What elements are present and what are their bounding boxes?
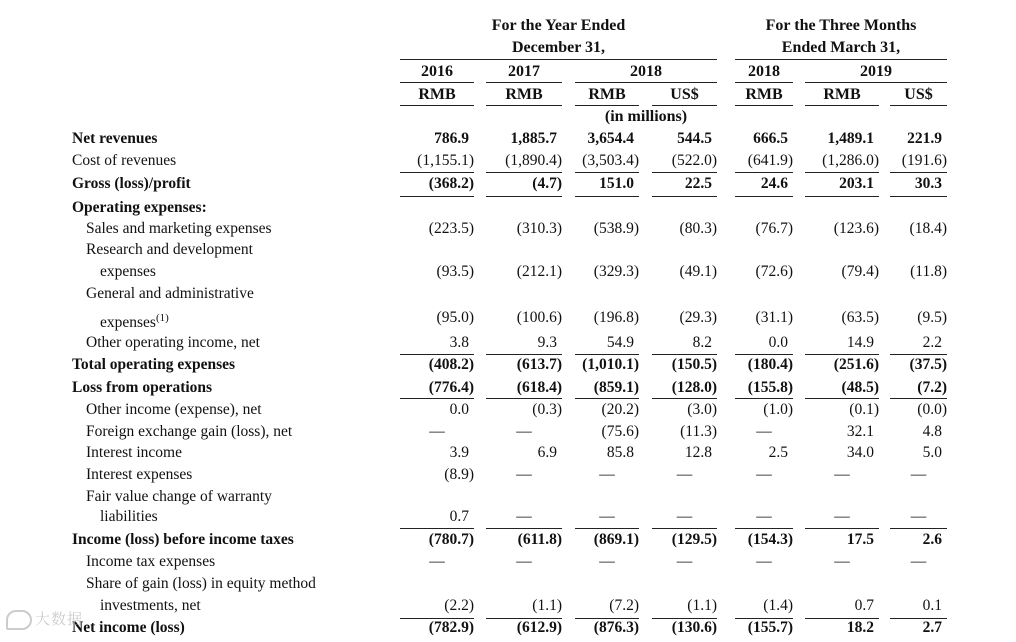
table-cell: 12.8: [684, 444, 712, 461]
table-cell: (368.2): [428, 175, 474, 192]
row-label-text: investments, net: [100, 597, 201, 614]
row-label: [86, 552, 215, 572]
row-label: [72, 198, 207, 218]
total-rule: [400, 196, 474, 197]
table-cell: 666.5: [753, 130, 788, 147]
currency-header: RMB: [505, 86, 543, 103]
row-label: [86, 284, 254, 304]
table-cell: 0.7: [854, 597, 874, 614]
row-label-text: Cost of revenues: [72, 152, 177, 169]
row-label: [72, 174, 191, 194]
table-cell: (0.0): [917, 401, 947, 418]
currency-header: RMB: [588, 86, 626, 103]
table-cell: (180.4): [747, 356, 793, 373]
subtotal-rule: [805, 618, 879, 619]
currency-header: RMB: [745, 86, 783, 103]
table-cell: (100.6): [516, 309, 562, 326]
table-cell: (29.3): [679, 309, 717, 326]
subtotal-rule: [805, 172, 879, 173]
table-cell: 0.7: [449, 508, 469, 525]
table-cell: (31.1): [755, 309, 793, 326]
subtotal-rule: [805, 528, 879, 529]
table-cell: 14.9: [846, 334, 874, 351]
table-cell: (7.2): [917, 379, 947, 396]
table-cell: (1,010.1): [582, 356, 639, 373]
table-cell: (329.3): [593, 263, 639, 280]
table-cell: (48.5): [841, 379, 879, 396]
row-label-text: Loss from operations: [72, 379, 213, 396]
currency-header: RMB: [418, 86, 456, 103]
table-cell: (776.4): [428, 379, 474, 396]
table-cell: (7.2): [609, 597, 639, 614]
subtotal-rule: [735, 354, 793, 355]
total-rule: [805, 398, 879, 399]
table-cell: 5.0: [922, 444, 942, 461]
footnote-marker: (1): [155, 312, 169, 324]
table-cell: (196.8): [593, 309, 639, 326]
total-rule: [890, 196, 947, 197]
table-cell: —: [910, 553, 927, 570]
table-cell: —: [834, 553, 850, 570]
row-label-text: Gross (loss)/profit: [72, 175, 191, 192]
row-label-text: Operating expenses:: [72, 199, 207, 216]
table-cell: 0.1: [922, 597, 942, 614]
row-label-text: Net revenues: [72, 130, 158, 147]
table-cell: (128.0): [671, 379, 717, 396]
year-header-2016: 2016: [421, 63, 453, 80]
row-label-text: Total operating expenses: [72, 356, 236, 373]
total-rule: [652, 196, 717, 197]
row-label: [100, 596, 201, 616]
table-cell: (18.4): [909, 220, 947, 237]
row-label: [86, 487, 272, 507]
table-cell: 221.9: [907, 130, 942, 147]
row-label: [72, 129, 157, 149]
row-label-text: liabilities: [100, 508, 158, 525]
subtotal-rule: [400, 172, 474, 173]
table-cell: (150.5): [671, 356, 717, 373]
currency-header: US$: [670, 86, 699, 103]
subtotal-rule: [575, 618, 639, 619]
row-label-text: Sales and marketing expenses: [86, 220, 272, 237]
table-cell: —: [599, 553, 615, 570]
table-cell: (11.3): [680, 423, 717, 440]
subtotal-rule: [735, 618, 793, 619]
currency-header: US$: [904, 86, 933, 103]
table-cell: (310.3): [516, 220, 562, 237]
table-cell: 3.8: [449, 334, 469, 351]
table-cell: 1,885.7: [510, 130, 557, 147]
subtotal-rule: [400, 528, 474, 529]
table-cell: (80.3): [679, 220, 717, 237]
table-cell: (223.5): [428, 220, 474, 237]
total-rule: [735, 398, 793, 399]
table-cell: (869.1): [593, 531, 639, 548]
table-cell: (1.1): [532, 597, 562, 614]
table-cell: —: [599, 466, 615, 483]
total-rule: [575, 398, 639, 399]
row-label: [72, 151, 176, 171]
table-cell: (4.7): [532, 175, 562, 192]
subtotal-rule: [805, 354, 879, 355]
subtotal-rule: [735, 528, 793, 529]
table-cell: —: [756, 553, 772, 570]
row-label-text: expenses: [100, 314, 156, 332]
table-cell: (76.7): [755, 220, 793, 237]
row-label: [86, 333, 260, 353]
total-rule: [486, 196, 562, 197]
subtotal-rule: [652, 354, 717, 355]
total-rule: [575, 196, 639, 197]
table-cell: —: [516, 466, 532, 483]
table-cell: (123.6): [833, 220, 879, 237]
subtotal-rule: [486, 172, 562, 173]
table-cell: —: [676, 466, 693, 483]
table-cell: (155.8): [747, 379, 793, 396]
subtotal-rule: [400, 618, 474, 619]
table-cell: (8.9): [444, 466, 474, 483]
subtotal-rule: [575, 528, 639, 529]
table-cell: (3,503.4): [582, 152, 639, 169]
subtotal-rule: [890, 528, 947, 529]
subtotal-rule: [486, 354, 562, 355]
row-label-text: Net income (loss): [72, 619, 185, 636]
table-cell: —: [516, 508, 532, 525]
table-cell: (11.8): [910, 263, 947, 280]
subtotal-rule: [575, 172, 639, 173]
table-cell: (155.7): [747, 619, 793, 636]
table-cell: 17.5: [846, 531, 874, 548]
table-cell: 0.0: [449, 401, 469, 418]
table-cell: (522.0): [671, 152, 717, 169]
table-cell: (876.3): [593, 619, 639, 636]
table-cell: 8.2: [692, 334, 712, 351]
table-cell: (2.2): [444, 597, 474, 614]
table-cell: 0.0: [768, 334, 788, 351]
row-label-text: Foreign exchange gain (loss), net: [86, 423, 293, 440]
row-label: [86, 219, 272, 239]
total-rule: [805, 196, 879, 197]
table-cell: (1.0): [763, 401, 793, 418]
table-cell: 85.8: [606, 444, 634, 461]
table-cell: —: [834, 466, 850, 483]
table-cell: (782.9): [428, 619, 474, 636]
table-cell: 18.2: [846, 619, 874, 636]
row-label-text: Income (loss) before income taxes: [72, 531, 294, 548]
row-label-text: Research and development: [86, 241, 253, 258]
table-cell: (212.1): [516, 263, 562, 280]
table-cell: —: [676, 553, 693, 570]
total-rule: [400, 398, 474, 399]
table-cell: (95.0): [436, 309, 474, 326]
total-rule: [735, 196, 793, 197]
table-cell: (191.6): [901, 152, 947, 169]
table-cell: 22.5: [684, 175, 712, 192]
row-label: [86, 465, 192, 485]
table-cell: (9.5): [917, 309, 947, 326]
table-cell: 34.0: [846, 444, 874, 461]
row-label: [86, 574, 316, 594]
table-cell: (1,286.0): [822, 152, 879, 169]
table-cell: —: [910, 466, 927, 483]
table-cell: —: [910, 508, 927, 525]
table-cell: (618.4): [516, 379, 562, 396]
table-cell: (75.6): [601, 423, 639, 440]
subtotal-rule: [890, 172, 947, 173]
table-cell: —: [676, 508, 693, 525]
row-label-text: Interest expenses: [86, 466, 193, 483]
table-cell: 30.3: [914, 175, 942, 192]
quarter-group-title-line1: For the Three Months: [765, 17, 917, 34]
row-label-text: expenses: [100, 263, 156, 280]
table-cell: (130.6): [671, 619, 717, 636]
year-group-title-line2: December 31,: [512, 39, 605, 56]
table-cell: (611.8): [517, 531, 562, 548]
row-label: [86, 443, 182, 463]
table-cell: 2.5: [768, 444, 788, 461]
row-label: [72, 378, 212, 398]
row-label-text: Fair value change of warranty: [86, 488, 272, 505]
table-cell: (780.7): [428, 531, 474, 548]
subtotal-rule: [486, 528, 562, 529]
row-label-text: Income tax expenses: [86, 553, 216, 570]
table-cell: 54.9: [606, 334, 634, 351]
year-header-2018-q1: 2018: [748, 63, 780, 80]
chat-bubble-icon: [6, 610, 32, 630]
table-cell: 6.9: [537, 444, 557, 461]
currency-header: RMB: [823, 86, 861, 103]
table-cell: (859.1): [593, 379, 639, 396]
row-label-text: Other operating income, net: [86, 334, 260, 351]
watermark-text: 大数据: [35, 610, 84, 628]
table-cell: (63.5): [841, 309, 879, 326]
table-cell: —: [516, 553, 532, 570]
table-cell: (20.2): [601, 401, 639, 418]
table-cell: —: [429, 553, 445, 570]
subtotal-rule: [652, 528, 717, 529]
units-note: (in millions): [604, 108, 688, 125]
row-label: [100, 262, 156, 282]
table-cell: (93.5): [436, 263, 474, 280]
table-cell: 9.3: [537, 334, 557, 351]
watermark: [6, 608, 83, 630]
row-label-text: Share of gain (loss) in equity method: [86, 575, 316, 592]
table-cell: (129.5): [671, 531, 717, 548]
row-label: [86, 240, 253, 260]
table-cell: (37.5): [909, 356, 947, 373]
table-cell: (0.3): [532, 401, 562, 418]
year-header-2019-q1: 2019: [860, 63, 892, 80]
table-cell: (613.7): [516, 356, 562, 373]
table-cell: (154.3): [747, 531, 793, 548]
table-cell: (251.6): [833, 356, 879, 373]
row-label: [72, 355, 235, 375]
table-cell: 2.6: [922, 531, 942, 548]
table-cell: —: [599, 508, 615, 525]
total-rule: [652, 398, 717, 399]
table-cell: (0.1): [849, 401, 879, 418]
subtotal-rule: [890, 618, 947, 619]
row-label-text: General and administrative: [86, 285, 254, 302]
table-cell: 32.1: [846, 423, 874, 440]
table-cell: 4.8: [922, 423, 942, 440]
subtotal-rule: [652, 618, 717, 619]
table-cell: 3,654.4: [587, 130, 634, 147]
total-rule: [486, 398, 562, 399]
table-cell: (1,890.4): [505, 152, 562, 169]
table-cell: (49.1): [679, 263, 717, 280]
table-cell: 203.1: [839, 175, 874, 192]
table-cell: —: [516, 423, 532, 440]
table-cell: (538.9): [593, 220, 639, 237]
subtotal-rule: [400, 354, 474, 355]
row-label: [86, 400, 262, 420]
table-cell: (79.4): [841, 263, 879, 280]
subtotal-rule: [890, 354, 947, 355]
table-cell: 786.9: [434, 130, 469, 147]
row-label: [86, 422, 292, 442]
table-cell: (408.2): [428, 356, 474, 373]
row-label: [72, 530, 294, 550]
table-cell: (612.9): [516, 619, 562, 636]
subtotal-rule: [735, 172, 793, 173]
table-cell: 3.9: [449, 444, 469, 461]
table-cell: 1,489.1: [827, 130, 874, 147]
subtotal-rule: [652, 172, 717, 173]
table-cell: —: [756, 508, 772, 525]
quarter-group-title-line2: Ended March 31,: [781, 39, 901, 56]
table-cell: (3.0): [687, 401, 717, 418]
row-label-text: Interest income: [86, 444, 182, 461]
total-rule: [890, 398, 947, 399]
table-cell: (72.6): [755, 263, 793, 280]
table-cell: —: [834, 508, 850, 525]
row-label: [100, 308, 169, 333]
row-label: [100, 507, 158, 527]
table-cell: (1.1): [687, 597, 717, 614]
table-cell: 2.2: [922, 334, 942, 351]
subtotal-rule: [575, 354, 639, 355]
table-cell: 24.6: [760, 175, 788, 192]
year-header-2018: 2018: [630, 63, 662, 80]
table-cell: —: [756, 423, 772, 440]
row-label: [72, 618, 185, 638]
year-header-2017: 2017: [508, 63, 540, 80]
table-cell: (1.4): [763, 597, 793, 614]
table-cell: 2.7: [922, 619, 942, 636]
year-group-title-line1: For the Year Ended: [491, 17, 626, 34]
row-label-text: Other income (expense), net: [86, 401, 262, 418]
table-cell: 544.5: [677, 130, 712, 147]
table-cell: —: [429, 423, 445, 440]
table-cell: —: [756, 466, 772, 483]
table-cell: (1,155.1): [417, 152, 474, 169]
subtotal-rule: [486, 618, 562, 619]
table-cell: (641.9): [747, 152, 793, 169]
table-cell: 151.0: [599, 175, 634, 192]
